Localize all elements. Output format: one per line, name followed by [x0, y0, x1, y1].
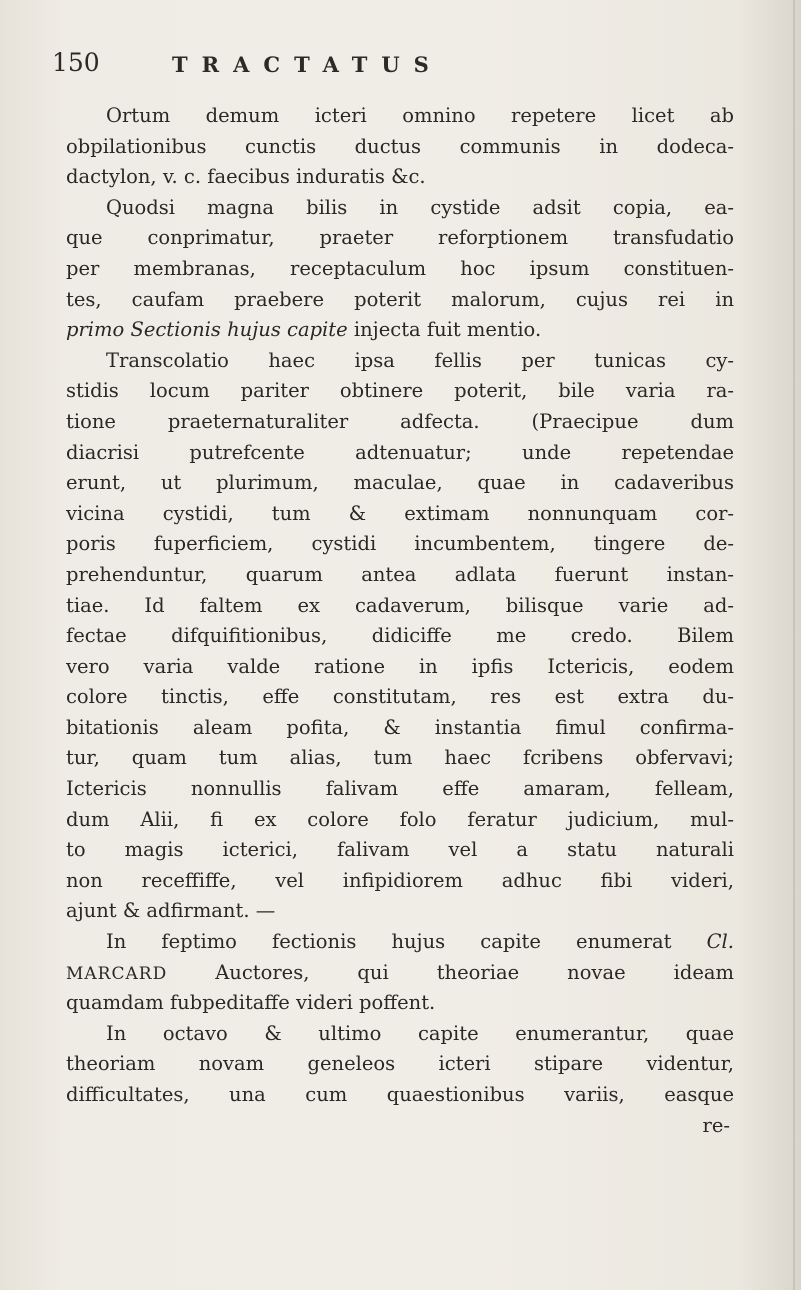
text-line: tione praeternaturaliter adfecta. (Praecipue dum	[66, 409, 734, 433]
text-line: colore tinctis, effe constitutam, res est extra du-	[66, 685, 734, 709]
text-line: In feptimo fectionis hujus capite enumerat Cl.	[106, 930, 734, 954]
text-line: tiae. Id faltem ex cadaverum, bilisque varie ad-	[66, 593, 734, 617]
text-line: stidis locum pariter obtinere poterit, bile varia ra-	[66, 379, 734, 403]
text-line: diacrisi putrefcente adtenuatur; unde repetendae	[66, 440, 734, 464]
text-line: tes, caufam praebere poterit malorum, cujus rei in	[66, 287, 734, 311]
text-line: Ictericis nonnullis falivam effe amaram, felleam,	[66, 777, 734, 801]
text-line: ajunt & adfirmant. —	[66, 899, 276, 923]
text-line: to magis icterici, falivam vel a statu naturali	[66, 838, 734, 862]
text-line: bitationis aleam pofita, & instantia fimul confirma-	[66, 715, 734, 739]
text-line: Transcolatio haec ipsa fellis per tunicas cy-	[106, 348, 734, 372]
text-line: poris fuperficiem, cystidi incumbentem, tingere de-	[66, 532, 734, 556]
text-line: non receffiffe, vel infipidiorem adhuc fibi videri,	[66, 868, 734, 892]
text-line: Ortum demum icteri omnino repetere licet ab	[106, 104, 734, 127]
text-line: theoriam novam geneleos icteri stipare videntur,	[66, 1052, 734, 1076]
body-text	[66, 101, 734, 1141]
text-line: prehenduntur, quarum antea adlata fuerunt instan-	[66, 562, 734, 586]
text-line: vero varia valde ratione in ipfis Ictericis, eodem	[66, 654, 734, 678]
catchword: re-	[702, 1113, 730, 1137]
text-line: dum Alii, fi ex colore folo feratur judicium, mul-	[66, 807, 734, 831]
text-line: quamdam fubpeditaffe videri poffent.	[66, 991, 436, 1015]
text-line: vicina cystidi, tum & extimam nonnunquam cor-	[66, 501, 734, 525]
text-line: fectae difquifitionibus, didiciffe me credo. Bilem	[66, 624, 734, 648]
text-line: per membranas, receptaculum hoc ipsum constituen-	[66, 256, 734, 280]
page-header	[52, 44, 592, 80]
page-number: 150	[52, 48, 100, 77]
text-line: Quodsi magna bilis in cystide adsit copia, ea-	[106, 195, 734, 219]
text-line: MARCARD Auctores, qui theoriae novae ideam	[66, 960, 734, 984]
text-line: que conprimatur, praeter reforptionem transfudatio	[66, 226, 734, 250]
text-line: In octavo & ultimo capite enumerantur, quae	[106, 1021, 734, 1045]
text-line: tur, quam tum alias, tum haec fcribens obfervavi;	[66, 746, 734, 770]
text-line: dactylon, v. c. faecibus induratis &c.	[66, 165, 426, 189]
text-line: obpilationibus cunctis ductus communis in dodeca-	[66, 134, 734, 158]
text-line: difficultates, una cum quaestionibus variis, easque	[66, 1083, 734, 1106]
text-line: erunt, ut plurimum, maculae, quae in cadaveribus	[66, 471, 734, 495]
page-edge	[793, 0, 795, 1290]
catchword-line	[66, 1111, 734, 1142]
running-head: TRACTATUS	[172, 52, 443, 77]
text-line: primo Sectionis hujus capite injecta fuit mentio.	[66, 318, 542, 342]
